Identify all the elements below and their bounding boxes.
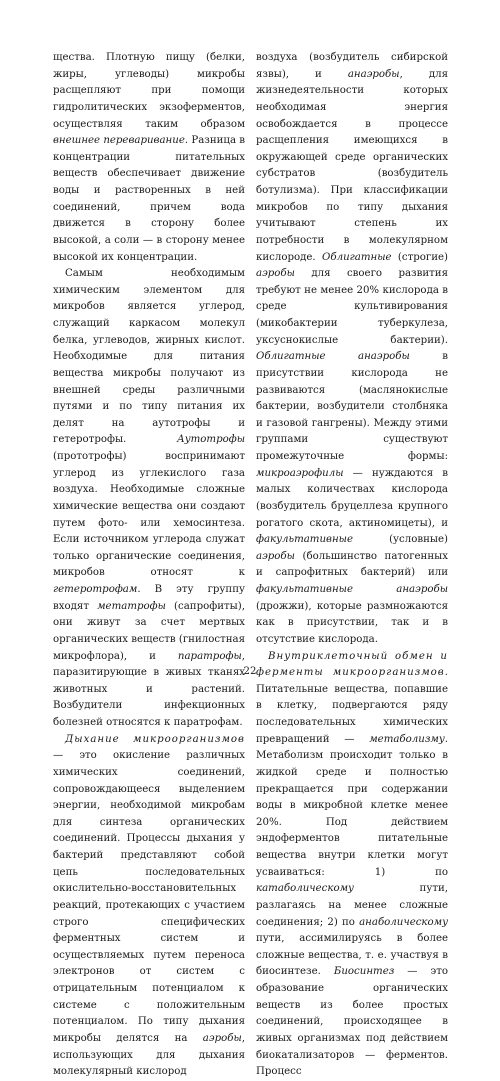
italic-term: факультативные xyxy=(256,534,353,546)
text-run: (дрожжи), которые размножаются как в присутствии, так и в отсутствие кислорода. xyxy=(256,600,448,645)
text-run: , использующих для дыхания молекулярный кислород xyxy=(53,1032,245,1078)
italic-term: анаэробы xyxy=(347,68,400,80)
text-run: (строгие) xyxy=(391,251,449,263)
right-paragraph xyxy=(256,649,448,1081)
right-column xyxy=(256,50,448,1081)
text-run: — это образование органических веществ из более простых соединений, происходящее в живых организмах под действием биокатализаторов — ферментов. Процесс xyxy=(256,966,449,1078)
italic-term: гетеротрофам xyxy=(53,584,138,595)
text-run: щества. Плотную пищу (белки, жиры, углеводы) микробы расщепляют при помощи гидролитических экзоферментов, осуществляя таким образом xyxy=(53,52,245,130)
italic-term: паратрофы xyxy=(177,650,242,662)
text-run: — нуждаются в малых количествах кислорода (возбудитель бруцеллеза крупного рогатого скота, актиномицеты), и xyxy=(256,467,448,529)
text-run: для своего развития требуют не менее 20% кислорода в среде культивирования (микобактерии туберкулеза, уксуснокислые бактерии). xyxy=(256,268,448,346)
italic-term: Облигатные анаэробы xyxy=(256,351,410,363)
italic-term: Биосинтез xyxy=(333,966,395,978)
text-run: (сапрофиты), они живут за счет мертвых органических веществ (гнилостная микрофлора), и xyxy=(53,600,245,662)
page-number: 22 xyxy=(243,666,257,677)
right-paragraph xyxy=(256,50,448,649)
italic-term: аэробы xyxy=(256,268,295,280)
text-run: . В эту группу входят xyxy=(53,584,245,612)
italic-term: Облигатные xyxy=(322,251,392,263)
italic-term: микроаэрофилы xyxy=(256,467,344,479)
italic-term: анаболическому xyxy=(359,916,448,928)
text-run: воздуха (возбудитель сибирской язвы), и xyxy=(256,52,448,80)
text-run: , паразитирующие в живых тканях животных и растений. Возбудители инфекционных болезней относятся к паратрофам. xyxy=(53,650,245,728)
left-paragraph xyxy=(53,266,245,732)
text-run: . Разница в концентрации питательных веществ обеспечивает движение воды и растворенных в ней соединений, причем вода движется в сторону более высокой, а соли — в сторону менее высокой их концентрации. xyxy=(53,135,245,263)
italic-term: метаболизму xyxy=(369,733,445,745)
left-paragraph xyxy=(53,732,245,1081)
left-paragraph xyxy=(53,50,245,266)
text-run: пути, разлагаясь на менее сложные соединения; 2) по xyxy=(256,883,448,928)
italic-term: Дыхание микроорганизмов xyxy=(65,733,245,745)
text-run: . Метаболизм происходит только в жидкой среде и полностью прекращается при содержании воды в микробной клетке менее 20%. Под действием эндоферментов питательные вещества внутри клетки могут усваиваться: 1) по xyxy=(256,733,448,878)
italic-term: Аутотрофы xyxy=(176,434,245,446)
text-run: (прототрофы) воспринимают углерод из углекислого газа воздуха. Необходимые сложные химические вещества они создают путем фото- или хемосинтеза. Если источником углерода служат только органические соединения, микробов относят к xyxy=(53,451,245,579)
text-run: (большинство патогенных и сапрофитных бактерий) или xyxy=(256,550,448,579)
italic-term: катаболическому xyxy=(256,883,354,895)
text-run: пути, ассимилируясь в более сложные вещества, т. е. участвуя в биосинтезе. xyxy=(256,933,448,978)
text-run: (условные) xyxy=(353,534,448,546)
left-column xyxy=(53,50,245,1081)
text-run: Самым необходимым химическим элементом для микробов является углерод, служащий каркасом молекул белка, углеводов, жирных кислот. Необходимые для питания вещества микробы получают из внешней среды различными путями и по типу питания их делят на аутотрофы и гетеротрофы. xyxy=(53,268,245,446)
text-run: — это окисление различных химических соединений, сопровождающееся выделением энергии, необходимой микробам для синтеза органических соединений. Процессы дыхания у бактерий представляют собой цепь последовательных окислительно-восстановительных реакций, протекающих с участием строго специфических ферментных систем и осуществляемых путем переноса электронов от систем с отрицательным потенциалом к системе с положительным потенциалом. По типу дыхания микробы делятся на xyxy=(53,750,245,1044)
italic-term: метатрофы xyxy=(97,600,166,612)
text-run: . Питательные вещества, попавшие в клетку, подвергаются ряду последовательных химических превращений — xyxy=(256,667,448,745)
italic-term: факультативные анаэробы xyxy=(256,584,448,595)
text-run: , для жизнедеятельности которых необходимая энергия освобождается в процессе расщепления имеющихся в окружающей среде органических субстратов (возбудитель ботулизма). При классификации микробов по типу дыхания учитывают степень их потребности в молекулярном кислороде. xyxy=(256,68,448,263)
italic-term: Внутриклеточный обмен и ферменты микроорганизмов xyxy=(256,650,448,679)
text-run: в присутствии кислорода не развиваются (маслянокислые бактерии, возбудители столбняка и газовой гангрены). Между этими группами существуют промежуточные формы: xyxy=(256,351,448,462)
italic-term: внешнее переваривание xyxy=(53,135,185,147)
italic-term: аэробы xyxy=(256,550,295,562)
italic-term: аэробы xyxy=(202,1032,242,1044)
